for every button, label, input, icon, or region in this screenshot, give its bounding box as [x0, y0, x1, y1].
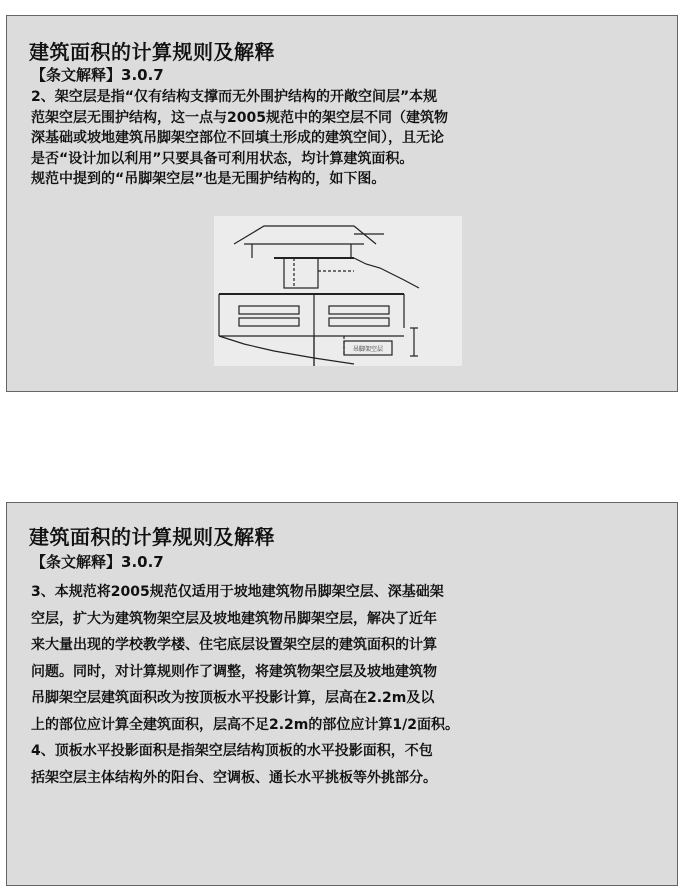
body-line: 3、本规范将2005规范仅适用于坡地建筑物吊脚架空层、深基础架	[31, 584, 444, 600]
slide-title: 建筑面积的计算规则及解释	[29, 525, 275, 549]
slide-title: 建筑面积的计算规则及解释	[29, 40, 275, 64]
body-line: 吊脚架空层建筑面积改为按顶板水平投影计算，层高在2.2m及以	[31, 690, 435, 706]
slide-subtitle: 【条文解释】3.0.7	[31, 553, 164, 571]
body-line: 规范中提到的“吊脚架空层”也是无围护结构的，如下图。	[31, 171, 386, 187]
body-line: 范架空层无围护结构，这一点与2005规范中的架空层不同（建筑物	[31, 109, 448, 126]
body-line: 4、顶板水平投影面积是指架空层结构顶板的水平投影面积，不包	[31, 743, 433, 759]
figure-label: 吊脚架空层	[352, 347, 384, 353]
body-line: 是否“设计加以利用”只要具备可利用状态，均计算建筑面积。	[31, 150, 414, 167]
body-line: 括架空层主体结构外的阳台、空调板、通长水平挑板等外挑部分。	[31, 769, 437, 786]
section-drawing	[214, 216, 462, 366]
body-line: 深基础或坡地建筑吊脚架空部位不回填土形成的建筑空间），且无论	[31, 130, 444, 146]
slide-body	[31, 87, 448, 190]
body-line: 来大量出现的学校教学楼、住宅底层设置架空层的建筑面积的计算	[31, 637, 437, 653]
slide-body	[31, 579, 459, 791]
slide-subtitle: 【条文解释】3.0.7	[31, 66, 164, 84]
slide-1	[6, 15, 678, 392]
body-line: 2、架空层是指“仅有结构支撑而无外围护结构的开敞空间层”本规	[31, 89, 438, 105]
stilted-floor-section-diagram	[214, 216, 462, 366]
slide-2	[6, 502, 678, 886]
body-line: 上的部位应计算全建筑面积，层高不足2.2m的部位应计算1/2面积。	[31, 716, 459, 733]
body-line: 问题。同时，对计算规则作了调整，将建筑物架空层及坡地建筑物	[31, 663, 437, 680]
body-line: 空层，扩大为建筑物架空层及坡地建筑物吊脚架空层，解决了近年	[31, 610, 437, 627]
